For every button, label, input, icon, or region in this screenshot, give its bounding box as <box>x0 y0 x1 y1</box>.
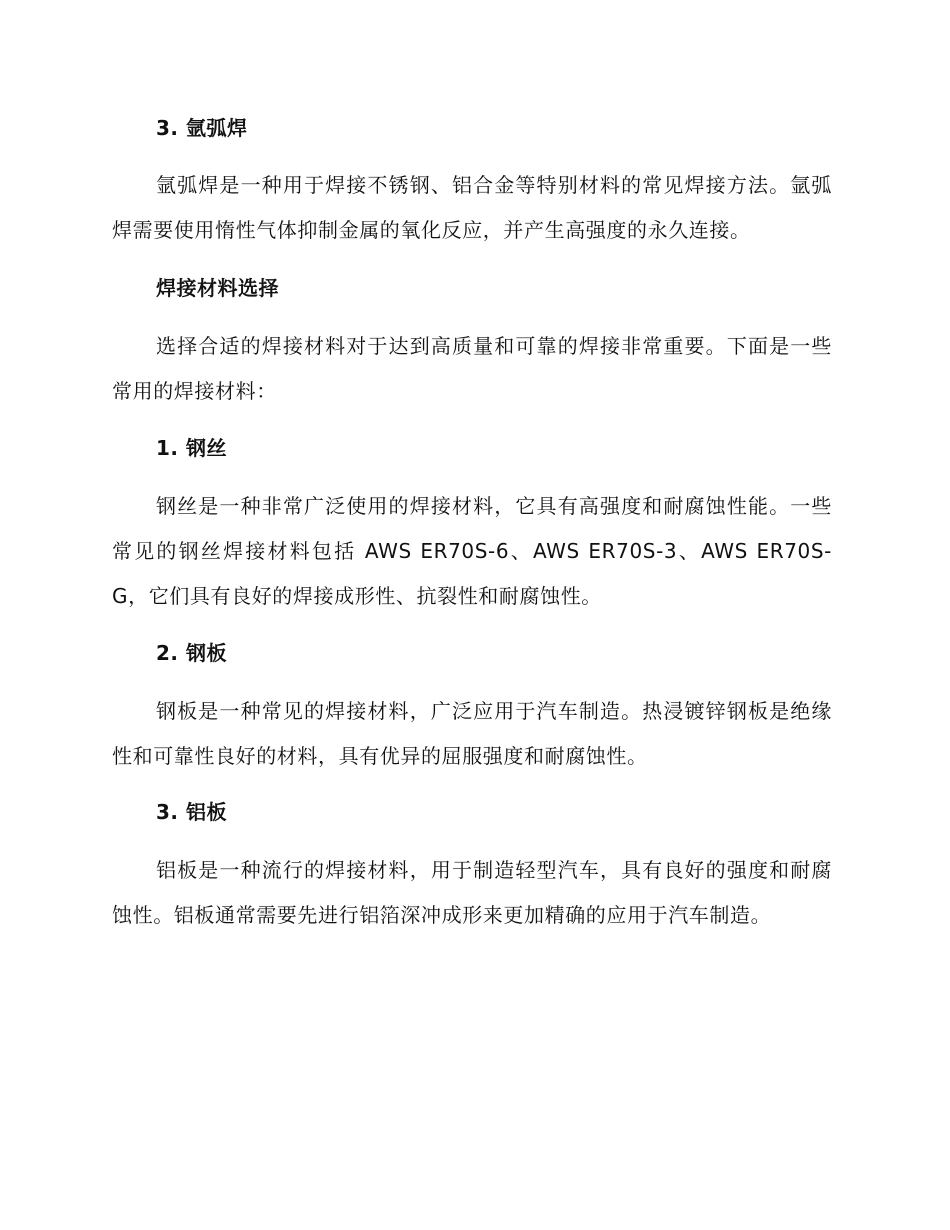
steel-plate-paragraph: 钢板是一种常见的焊接材料，广泛应用于汽车制造。热浸镀锌钢板是绝缘性和可靠性良好的材料，具有优异的屈服强度和耐腐蚀性。 <box>112 699 832 768</box>
section-argon-arc-paragraph: 氩弧焊是一种用于焊接不锈钢、铝合金等特别材料的常见焊接方法。氩弧焊需要使用惰性气体抑制金属的氧化反应，并产生高强度的永久连接。 <box>112 173 832 242</box>
steel-wire-paragraph: 钢丝是一种非常广泛使用的焊接材料，它具有高强度和耐腐蚀性能。一些常见的钢丝焊接材料包括 AWS ER70S-6、AWS ER70S-3、AWS ER70S-G，它们具有良好的焊接成形性、抗裂性和耐腐蚀性。 <box>112 494 832 608</box>
steel-wire-heading: 1. 钢丝 <box>156 436 227 460</box>
materials-selection-intro-paragraph: 选择合适的焊接材料对于达到高质量和可靠的焊接非常重要。下面是一些常用的焊接材料： <box>112 334 832 403</box>
aluminum-plate-heading: 3. 铝板 <box>156 800 227 824</box>
aluminum-plate-paragraph: 铝板是一种流行的焊接材料，用于制造轻型汽车，具有良好的强度和耐腐蚀性。铝板通常需要先进行铝箔深冲成形来更加精确的应用于汽车制造。 <box>112 858 832 927</box>
materials-selection-heading: 焊接材料选择 <box>156 276 279 300</box>
section-argon-arc-heading: 3. 氩弧焊 <box>156 116 248 140</box>
steel-plate-heading: 2. 钢板 <box>156 641 227 665</box>
